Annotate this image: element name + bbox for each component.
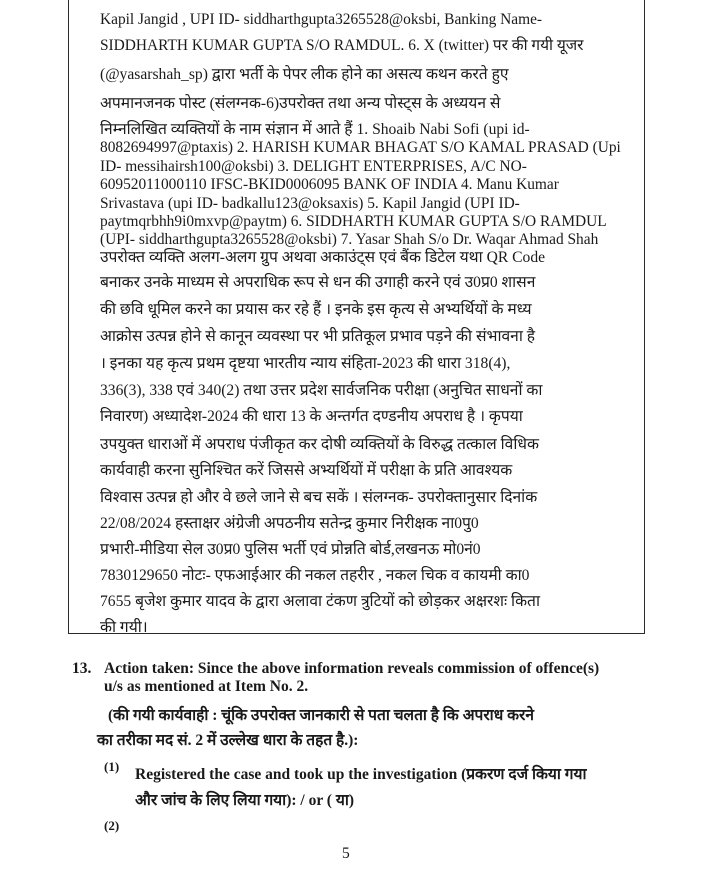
body-line: 7655 बृजेश कुमार यादव के द्वारा अलावा टंकण त्रुटियों को छोड़कर अक्षरशः किता [100,593,540,610]
body-line: 22/08/2024 हस्ताक्षर अंग्रेजी अपठनीय सतेन्द्र कुमार निरीक्षक ना0पु0 [100,515,479,532]
body-line: उपरोक्त व्यक्ति अलग-अलग ग्रुप अथवा अकाउंट्स एवं बैंक डिटेल यथा QR Code [100,249,546,266]
table-border-right [644,0,645,634]
body-line: SIDDHARTH KUMAR GUPTA S/O RAMDUL. 6. X (twitter) पर की गयी यूजर [100,37,584,54]
page-number: 5 [342,845,350,862]
body-line: विश्वास उत्पन्न हो और वे छले जाने से बच सकें । संलग्नक- उपरोक्तानुसार दिनांक [100,489,538,506]
item-number: 13. [72,660,92,677]
body-line: ID- messihairsh100@oksbi) 3. DELIGHT ENTERPRISES, A/C NO- [100,158,527,175]
option-1-text-cont: और जांच के लिए लिया गया): / or ( या) [135,792,354,809]
body-line: कार्यवाही करना सुनिश्चित करें जिससे अभ्यर्थियों में परीक्षा के प्रति आवश्यक [100,462,513,479]
action-taken-hindi: (की गयी कार्यवाही : चूंकि उपरोक्त जानकारी से पता चलता है कि अपराध करने [108,707,534,724]
option-1-number: (1) [104,759,120,774]
body-line: paytmqrbhh9i0mxvp@paytm) 6. SIDDHARTH KUMAR GUPTA S/O RAMDUL [100,213,607,230]
body-line: 8082694997@ptaxis) 2. HARISH KUMAR BHAGAT S/O KAMAL PRASAD (Upi [100,139,621,156]
body-line: 336(3), 338 एवं 340(2) तथा उत्तर प्रदेश सार्वजनिक परीक्षा (अनुचित साधनों का [100,382,543,399]
body-line: । इनका यह कृत्य प्रथम दृष्टया भारतीय न्याय संहिता-2023 की धारा 318(4), [100,355,511,372]
option-1-text: Registered the case and took up the investigation (प्रकरण दर्ज किया गया [135,766,587,783]
body-line: उपयुक्त धाराओं में अपराध पंजीकृत कर दोषी व्यक्तियों के विरुद्ध तत्काल विधिक [100,436,539,453]
body-line: (UPI- siddharthgupta3265528@oksbi) 7. Yasar Shah S/o Dr. Waqar Ahmad Shah [100,231,599,248]
body-line: आक्रोस उत्पन्न होने से कानून व्यवस्था पर भी प्रतिकूल प्रभाव पड़ने की संभावना है [100,328,536,345]
body-line: की छवि धूमिल करने का प्रयास कर रहे हैं । इनके इस कृत्य से अभ्यर्थियों के मध्य [100,301,532,318]
option-2-number: (2) [104,818,120,833]
body-line: 7830129650 नोटः- एफआईआर की नकल तहरीर , नकल चिक व कायमी का0 [100,567,530,584]
body-line: 60952011000110 IFSC-BKID0006095 BANK OF INDIA 4. Manu Kumar [100,176,559,193]
body-line: की गयी। [100,619,148,636]
body-line: अपमानजनक पोस्ट (संलग्नक-6)उपरोक्त तथा अन्य पोस्ट्स के अध्ययन से [100,95,501,112]
body-line: प्रभारी-मीडिया सेल उ0प्र0 पुलिस भर्ती एवं प्रोन्नति बोर्ड,लखनऊ मो0नं0 [100,541,481,558]
body-line: Srivastava (upi ID- badkallu123@oksaxis) 5. Kapil Jangid (UPI ID- [100,195,520,212]
table-border-bottom [68,633,645,634]
table-border-left [68,0,69,634]
body-line: निवारण) अध्यादेश-2024 की धारा 13 के अन्तर्गत दण्डनीय अपराध है । कृपया [100,408,523,425]
action-taken-heading: Action taken: Since the above information reveals commission of offence(s) [104,660,600,677]
body-line: बनाकर उनके माध्यम से अपराधिक रूप से धन की उगाही करने एवं उ0प्र0 शासन [100,274,536,291]
body-line: (@yasarshah_sp) द्वारा भर्ती के पेपर लीक होने का असत्य कथन करते हुए [100,66,509,83]
body-line: निम्नलिखित व्यक्तियों के नाम संज्ञान में आते हैं 1. Shoaib Nabi Sofi (upi id- [100,121,530,138]
action-taken-heading-cont: u/s as mentioned at Item No. 2. [104,678,309,695]
body-line: Kapil Jangid , UPI ID- siddharthgupta3265528@oksbi, Banking Name- [100,11,543,28]
action-taken-hindi-cont: का तरीका मद सं. 2 में उल्लेख धारा के तहत है.): [97,732,359,749]
